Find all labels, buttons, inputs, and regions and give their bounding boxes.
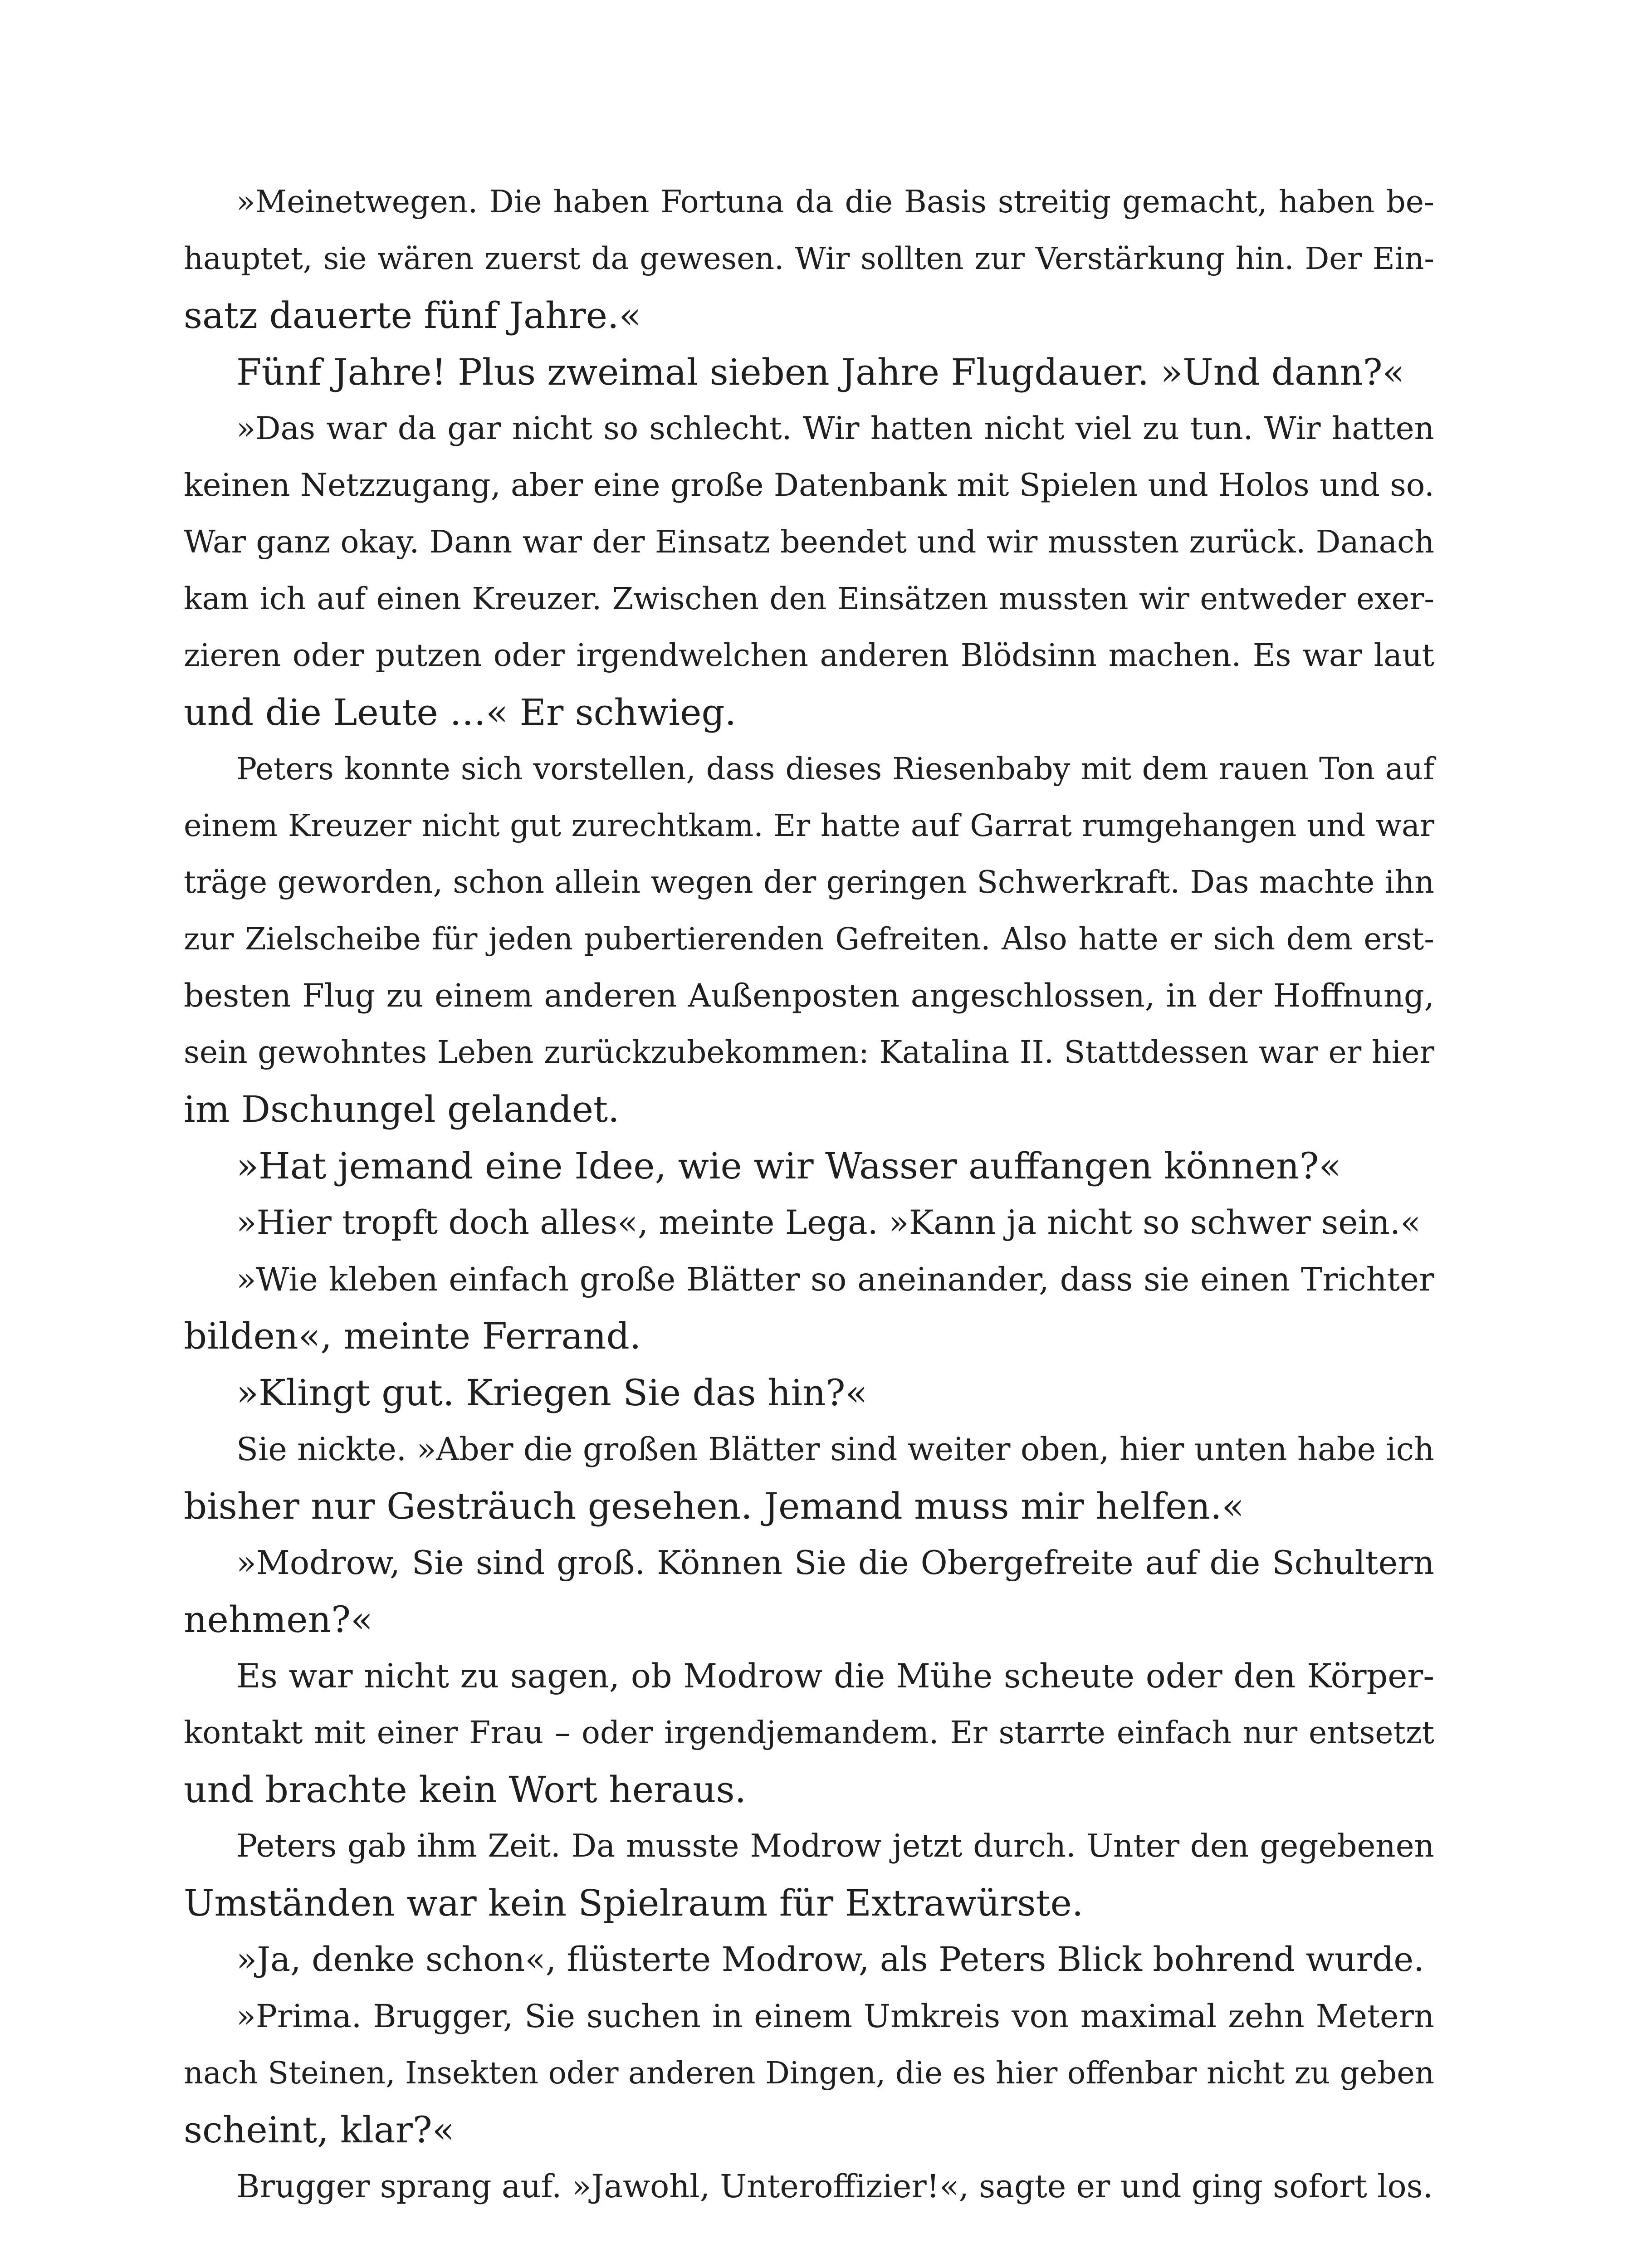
- text-line: Brugger sprang auf. »Jawohl, Unteroffizier!«, sagte er und ging sofort los.: [236, 2168, 1433, 2205]
- text-line: sein gewohntes Leben zurückzubekommen: Katalina II. Stattdessen war er hier: [184, 1035, 1434, 1070]
- text-line: hauptet, sie wären zuerst da gewesen. Wir sollten zur Verstärkung hin. Der Ein-: [184, 241, 1434, 276]
- text-line: im Dschungel gelandet.: [184, 1088, 620, 1130]
- text-line: nach Steinen, Insekten oder anderen Dingen, die es hier offenbar nicht zu geben: [184, 2055, 1434, 2091]
- text-line: nehmen?«: [184, 1598, 373, 1641]
- text-line: bilden«, meinte Ferrand.: [184, 1315, 641, 1357]
- text-line: Peters gab ihm Zeit. Da musste Modrow jetzt durch. Unter den gegebenen: [236, 1828, 1434, 1864]
- text-line: besten Flug zu einem anderen Außenposten angeschlossen, in der Hoffnung,: [184, 977, 1434, 1014]
- text-line: zur Zielscheibe für jeden pubertierenden Gefreiten. Also hatte er sich dem erst-: [184, 921, 1434, 957]
- text-line: »Klingt gut. Kriegen Sie das hin?«: [236, 1372, 868, 1414]
- text-line: Peters konnte sich vorstellen, dass dieses Riesenbaby mit dem rauen Ton auf: [236, 751, 1434, 787]
- text-line: Sie nickte. »Aber die großen Blätter sind weiter oben, hier unten habe ich: [236, 1431, 1434, 1468]
- text-line: kam ich auf einen Kreuzer. Zwischen den Einsätzen mussten wir entweder exer-: [184, 581, 1434, 616]
- text-line: »Hat jemand eine Idee, wie wir Wasser auffangen können?«: [236, 1145, 1341, 1187]
- text-line: Umständen war kein Spielraum für Extrawürste.: [184, 1882, 1084, 1924]
- text-line: und brachte kein Wort heraus.: [184, 1769, 747, 1811]
- text-line: satz dauerte fünf Jahre.«: [184, 294, 641, 337]
- text-line: »Wie kleben einfach große Blätter so aneinander, dass sie einen Trichter: [236, 1261, 1434, 1298]
- text-line: »Das war da gar nicht so schlecht. Wir hatten nicht viel zu tun. Wir hatten: [236, 411, 1434, 447]
- text-line: träge geworden, schon allein wegen der geringen Schwerkraft. Das machte ihn: [184, 865, 1434, 900]
- text-line: zieren oder putzen oder irgendwelchen anderen Blödsinn machen. Es war laut: [184, 638, 1434, 674]
- text-line: und die Leute …« Er schwieg.: [184, 691, 737, 733]
- text-line: bisher nur Gesträuch gesehen. Jemand muss mir helfen.«: [184, 1485, 1244, 1527]
- text-line: keinen Netzzugang, aber eine große Datenbank mit Spielen und Holos und so.: [184, 467, 1434, 503]
- text-line: »Hier tropft doch alles«, meinte Lega. »Kann ja nicht so schwer sein.«: [236, 1203, 1421, 1242]
- text-line: »Ja, denke schon«, flüsterte Modrow, als Peters Blick bohrend wurde.: [236, 1940, 1424, 1979]
- text-line: »Modrow, Sie sind groß. Können Sie die Obergefreite auf die Schultern: [236, 1544, 1434, 1582]
- text-line: War ganz okay. Dann war der Einsatz beendet und wir mussten zurück. Danach: [184, 524, 1434, 560]
- text-line: »Meinetwegen. Die haben Fortuna da die Basis streitig gemacht, haben be-: [236, 184, 1434, 220]
- text-line: einem Kreuzer nicht gut zurechtkam. Er hatte auf Garrat rumgehangen und war: [184, 808, 1434, 843]
- text-line: scheint, klar?«: [184, 2109, 455, 2151]
- text-line: »Prima. Brugger, Sie suchen in einem Umkreis von maximal zehn Metern: [236, 1998, 1434, 2035]
- body-text: [184, 174, 1434, 2215]
- text-line: kontakt mit einer Frau – oder irgendjemandem. Er starrte einfach nur entsetzt: [184, 1715, 1434, 1751]
- text-line: Fünf Jahre! Plus zweimal sieben Jahre Flugdauer. »Und dann?«: [236, 351, 1405, 393]
- text-line: Es war nicht zu sagen, ob Modrow die Mühe scheute oder den Körper-: [236, 1657, 1434, 1696]
